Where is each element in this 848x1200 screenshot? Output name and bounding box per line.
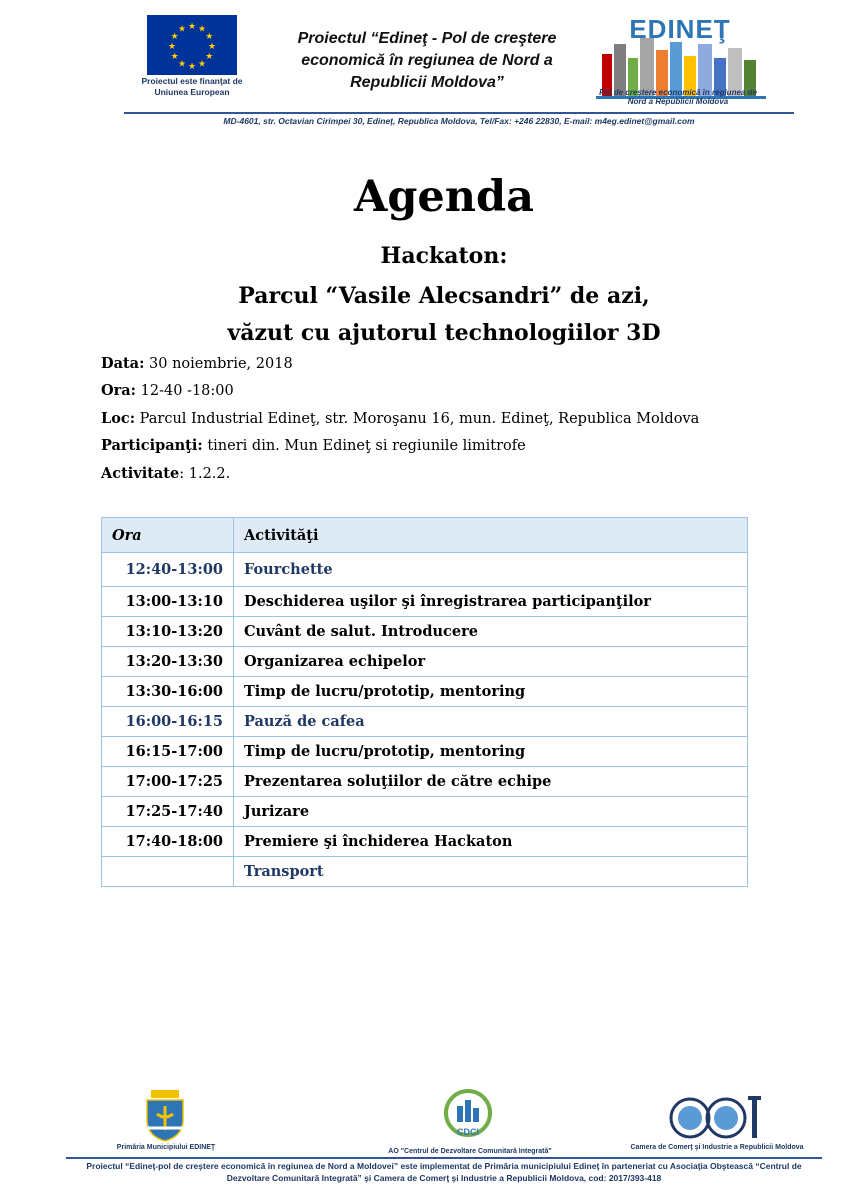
row-time: 13:20-13:30	[102, 647, 234, 677]
info-label: Participanţi:	[101, 437, 203, 454]
info-value: 12-40 -18:00	[136, 383, 234, 399]
row-activity: Cuvânt de salut. Introducere	[234, 617, 748, 647]
eu-star-icon: ★	[177, 59, 187, 70]
row-activity: Deschiderea uşilor şi înregistrarea participanţilor	[234, 587, 748, 617]
table-row	[102, 647, 748, 677]
edinet-logo-subtitle: Pol de creştere economică în regiunea de Nord a Republicii Moldova	[599, 88, 757, 106]
project-title: Proiectul “Edineţ - Pol de creştere economică în regiunea de Nord a Republicii Moldova”	[297, 30, 557, 91]
footer-divider	[66, 1157, 822, 1159]
eu-star-icon: ★	[187, 22, 197, 32]
info-value: Parcul Industrial Edineţ, str. Moroşanu 16, mun. Edineţ, Republica Moldova	[135, 411, 700, 427]
eu-star-icon: ★	[205, 32, 214, 42]
footer-logo2-caption: AO "Centrul de Dezvoltare Comunitară Integrată"	[388, 1148, 552, 1155]
subtitle-line-3: văzut cu ajutorul technologiilor 3D	[227, 320, 661, 346]
table-row	[102, 587, 748, 617]
row-time: 12:40-13:00	[102, 553, 234, 587]
table-row	[102, 737, 748, 767]
row-time: 13:10-13:20	[102, 617, 234, 647]
eu-star-icon: ★	[177, 24, 187, 35]
info-label: Data:	[101, 355, 145, 372]
eu-star-icon: ★	[170, 52, 179, 62]
table-row	[102, 827, 748, 857]
info-value: : 1.2.2.	[179, 466, 231, 482]
edinet-coat-of-arms-logo	[143, 1090, 187, 1142]
row-activity: Prezentarea soluţiilor de către echipe	[234, 767, 748, 797]
info-location	[101, 410, 699, 427]
info-label: Loc:	[101, 410, 136, 427]
info-value: tineri din. Mun Edineţ si regiunile limitrofe	[202, 438, 526, 454]
row-activity: Fourchette	[234, 553, 748, 587]
footer-text: Proiectul “Edineţ-pol de creştere economică în regiunea de Nord a Moldovei” este implementat de Primăria municipiului Edineţ în parteneriat cu Asociaţia Obştească “Centrul de Dezvoltare Comunitară Integrată” şi Camera de Comerţ şi Industrie a Republicii Moldova, cod: 2017/393-418	[86, 1161, 802, 1183]
table-row	[102, 857, 748, 887]
row-activity: Organizarea echipelor	[234, 647, 748, 677]
info-participants	[101, 437, 526, 454]
agenda-table	[101, 517, 748, 887]
eu-star-icon: ★	[170, 32, 179, 42]
info-time	[101, 382, 234, 399]
table-row	[102, 617, 748, 647]
row-time	[102, 857, 234, 887]
header-address: MD-4601, str. Octavian Cirimpei 30, Edineţ, Republica Moldova, Tel/Fax: +246 22830, E-mail: m4eg.edinet@gmail.com	[223, 116, 695, 126]
header-time: Ora	[102, 518, 234, 553]
cdci-logo-text: CDCI	[457, 1127, 479, 1137]
row-time: 17:40-18:00	[102, 827, 234, 857]
row-time: 13:30-16:00	[102, 677, 234, 707]
row-time: 17:25-17:40	[102, 797, 234, 827]
row-activity: Premiere şi închiderea Hackaton	[234, 827, 748, 857]
header-divider	[124, 112, 794, 114]
footer-logo3-caption: Camera de Comerţ şi Industrie a Republicii Moldova	[630, 1144, 804, 1151]
edinet-logo-text: EDINEŢ	[629, 14, 731, 44]
info-label: Activitate	[101, 465, 180, 482]
subtitle-line-1: Hackaton:	[380, 243, 508, 269]
table-row	[102, 553, 748, 587]
info-value: 30 noiembrie, 2018	[144, 356, 293, 372]
eu-star-icon: ★	[167, 42, 177, 52]
row-time: 16:15-17:00	[102, 737, 234, 767]
row-time: 17:00-17:25	[102, 767, 234, 797]
eu-funding-caption: Proiectul este finanţat de Uniunea European	[141, 76, 243, 97]
row-time: 13:00-13:10	[102, 587, 234, 617]
eu-flag-logo	[147, 15, 237, 75]
page-title: Agenda	[354, 172, 534, 222]
table-row	[102, 767, 748, 797]
eu-star-icon: ★	[197, 24, 207, 35]
cdci-logo	[443, 1088, 493, 1146]
info-date	[101, 355, 293, 372]
row-time: 16:00-16:15	[102, 707, 234, 737]
row-activity: Pauză de cafea	[234, 707, 748, 737]
eu-star-icon: ★	[187, 62, 197, 72]
row-activity: Timp de lucru/prototip, mentoring	[234, 677, 748, 707]
eu-star-icon: ★	[197, 59, 207, 70]
table-row	[102, 707, 748, 737]
info-activity	[101, 465, 230, 482]
row-activity: Timp de lucru/prototip, mentoring	[234, 737, 748, 767]
footer-logo1-caption: Primăria Municipiului EDINEŢ	[116, 1144, 216, 1151]
table-row	[102, 797, 748, 827]
row-activity: Jurizare	[234, 797, 748, 827]
table-row	[102, 677, 748, 707]
chamber-of-commerce-logo	[668, 1094, 768, 1142]
eu-star-icon: ★	[205, 52, 214, 62]
table-header-row	[102, 518, 748, 553]
info-label: Ora:	[101, 382, 137, 399]
row-activity: Transport	[234, 857, 748, 887]
header-activity: Activităţi	[234, 518, 748, 553]
eu-star-icon: ★	[207, 42, 217, 52]
subtitle-line-2: Parcul “Vasile Alecsandri” de azi,	[238, 283, 650, 309]
